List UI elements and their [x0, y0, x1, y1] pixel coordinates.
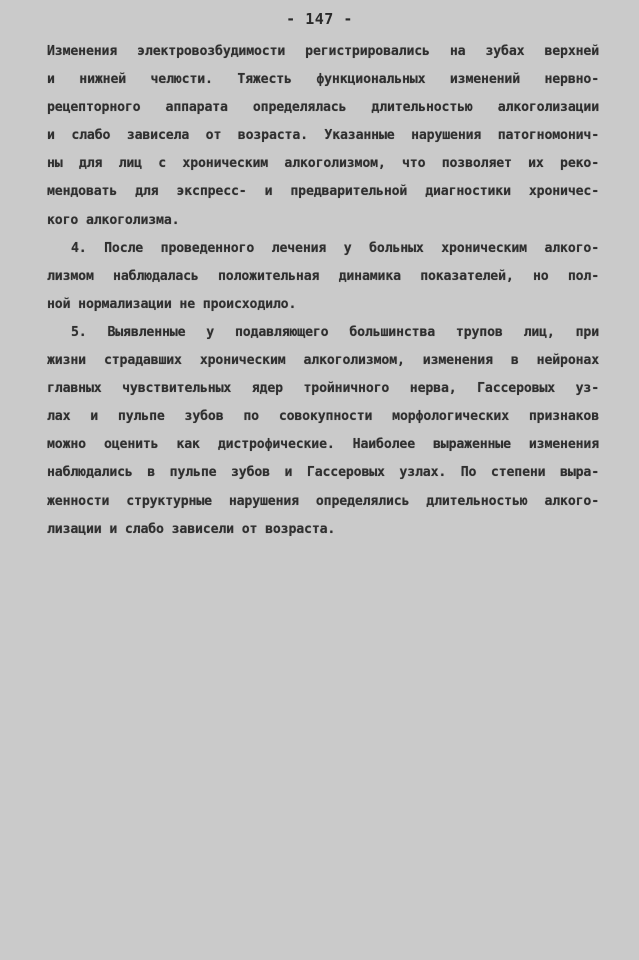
text-line: лизмом наблюдалась положительная динамика показателей, но пол- [47, 268, 599, 284]
text-line: ны для лиц с хроническим алкоголизмом, что позволяет их реко- [47, 156, 599, 172]
text-line: жизни страдавших хроническим алкоголизмом, изменения в нейронах [47, 353, 599, 369]
text-line: наблюдались в пульпе зубов и Гассеровых узлах. По степени выра- [47, 465, 599, 481]
text-line: Изменения электровозбудимости регистрировались на зубах верхней [47, 44, 599, 59]
text-line: ной нормализации не происходило. [47, 296, 297, 312]
text-line: можно оценить как дистрофические. Наиболее выраженные изменения [47, 437, 599, 453]
text-line: и слабо зависела от возраста. Указанные нарушения патогномонич- [47, 128, 599, 144]
text-line: 4. После проведенного лечения у больных хроническим алкого- [71, 240, 599, 256]
text-line: лизации и слабо зависели от возраста. [47, 521, 336, 537]
text-line: кого алкоголизма. [47, 212, 180, 228]
text-line: главных чувствительных ядер тройничного нерва, Гассеровых уз- [47, 381, 599, 397]
text-line: мендовать для экспресс- и предварительной диагностики хроничес- [47, 184, 599, 200]
body-text [47, 38, 599, 544]
paragraph-3 [47, 319, 599, 544]
page-number: - 147 - [286, 10, 353, 28]
paragraph-1 [47, 38, 599, 235]
text-line: 5. Выявленные у подавляющего большинства трупов лиц, при [71, 324, 599, 340]
paragraph-2 [47, 235, 599, 319]
text-line: и нижней челюсти. Тяжесть функциональных изменений нервно- [47, 72, 599, 88]
text-line: лах и пульпе зубов по совокупности морфологических признаков [47, 409, 599, 425]
text-line: рецепторного аппарата определялась длительностью алкоголизации [47, 100, 599, 116]
text-line: женности структурные нарушения определялись длительностью алкого- [47, 493, 599, 509]
